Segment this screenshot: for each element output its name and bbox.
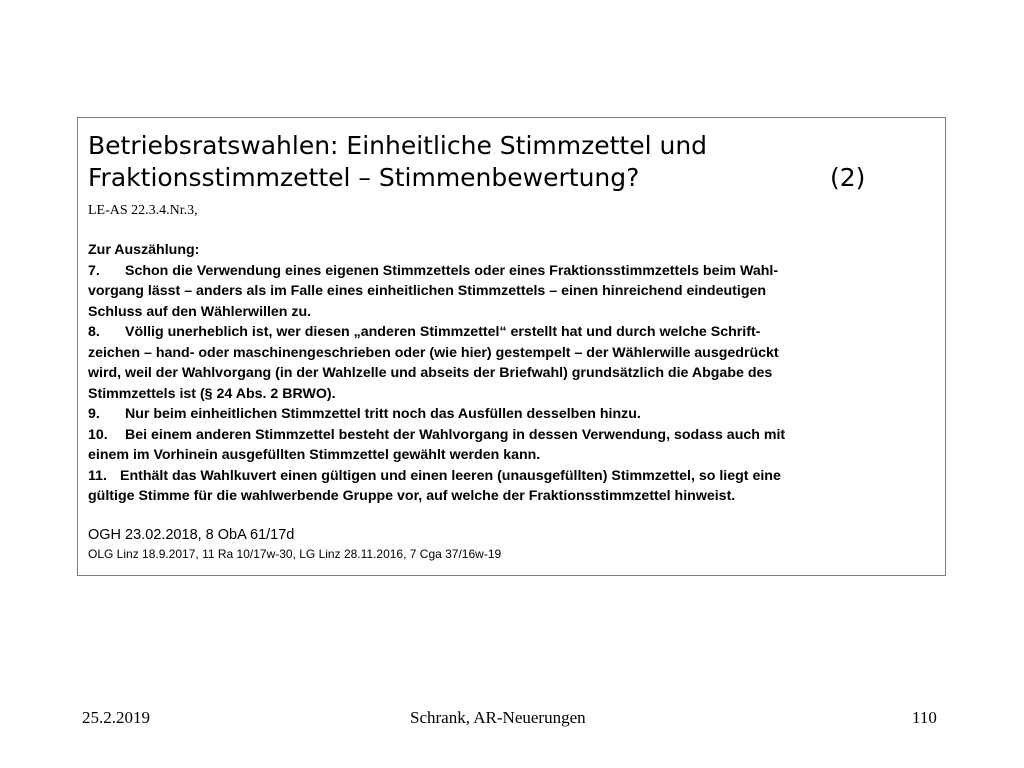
footer-author: Schrank, AR-Neuerungen: [410, 708, 586, 727]
item-7-line-2: vorgang lässt – anders als im Falle eines einheitlichen Stimmzettels – einen hinreichend eindeutigen: [88, 283, 767, 299]
footer-date: 25.2.2019: [82, 708, 150, 727]
item-8-line-3: wird, weil der Wahlvorgang (in der Wahlzelle und abseits der Briefwahl) grundsätzlich die Abgabe des: [88, 365, 773, 381]
court-ruling-citation: OGH 23.02.2018, 8 ObA 61/17d: [88, 527, 295, 543]
item-number: 7.: [88, 262, 100, 279]
item-number: 10.: [88, 426, 108, 443]
item-8-line-4: Stimmzettels ist (§ 24 Abs. 2 BRWO).: [88, 385, 336, 402]
legal-reference: LE-AS 22.3.4.Nr.3,: [88, 203, 198, 218]
item-text: Nur beim einheitlichen Stimmzettel tritt noch das Ausfüllen desselben hinzu.: [125, 406, 641, 422]
slide-content-box: [77, 117, 946, 576]
item-11-line-1: [88, 466, 938, 487]
item-10-line-2: einem im Vorhinein ausgefüllten Stimmzettel gewählt werden kann.: [88, 447, 541, 463]
item-text: Schon die Verwendung eines eigenen Stimmzettels oder eines Fraktionsstimmzettels beim Wahl-: [125, 262, 779, 279]
item-8-line-2: zeichen – hand- oder maschinengeschrieben oder (wie hier) gestempelt – der Wählerwille ausgedrückt: [88, 344, 779, 361]
section-heading: Zur Auszählung:: [88, 242, 200, 258]
item-10-line-1: [88, 425, 938, 446]
item-7-line-1: [88, 261, 938, 282]
title-part-number: (2): [830, 163, 866, 192]
item-9-line-1: [88, 404, 938, 425]
slide-title: [88, 130, 938, 194]
item-number: 9.: [88, 406, 100, 422]
item-7-line-3: Schluss auf den Wählerwillen zu.: [88, 303, 312, 320]
lower-court-citations: OLG Linz 18.9.2017, 11 Ra 10/17w-30, LG Linz 28.11.2016, 7 Cga 37/16w-19: [88, 547, 502, 561]
item-text: Enthält das Wahlkuvert einen gültigen und einen leeren (unausgefüllten) Stimmzettel, so liegt eine: [120, 467, 781, 484]
item-11-line-2: gültige Stimme für die wahlwerbende Gruppe vor, auf welche der Fraktionsstimmzettel hinweist.: [88, 488, 736, 504]
title-line-2: Fraktionsstimmzettel – Stimmenbewertung?: [88, 163, 640, 192]
item-8-line-1: [88, 322, 938, 343]
item-number: 11.: [88, 467, 107, 484]
item-number: 8.: [88, 324, 100, 340]
footer-page-number: 110: [912, 708, 937, 727]
title-line-1: Betriebsratswahlen: Einheitliche Stimmzettel und: [88, 131, 708, 160]
item-text: Bei einem anderen Stimmzettel besteht der Wahlvorgang in dessen Verwendung, sodass auch mit: [125, 426, 786, 443]
item-text: Völlig unerheblich ist, wer diesen „anderen Stimmzettel“ erstellt hat und durch welche Schrift-: [125, 324, 761, 340]
body-text: [88, 240, 938, 507]
